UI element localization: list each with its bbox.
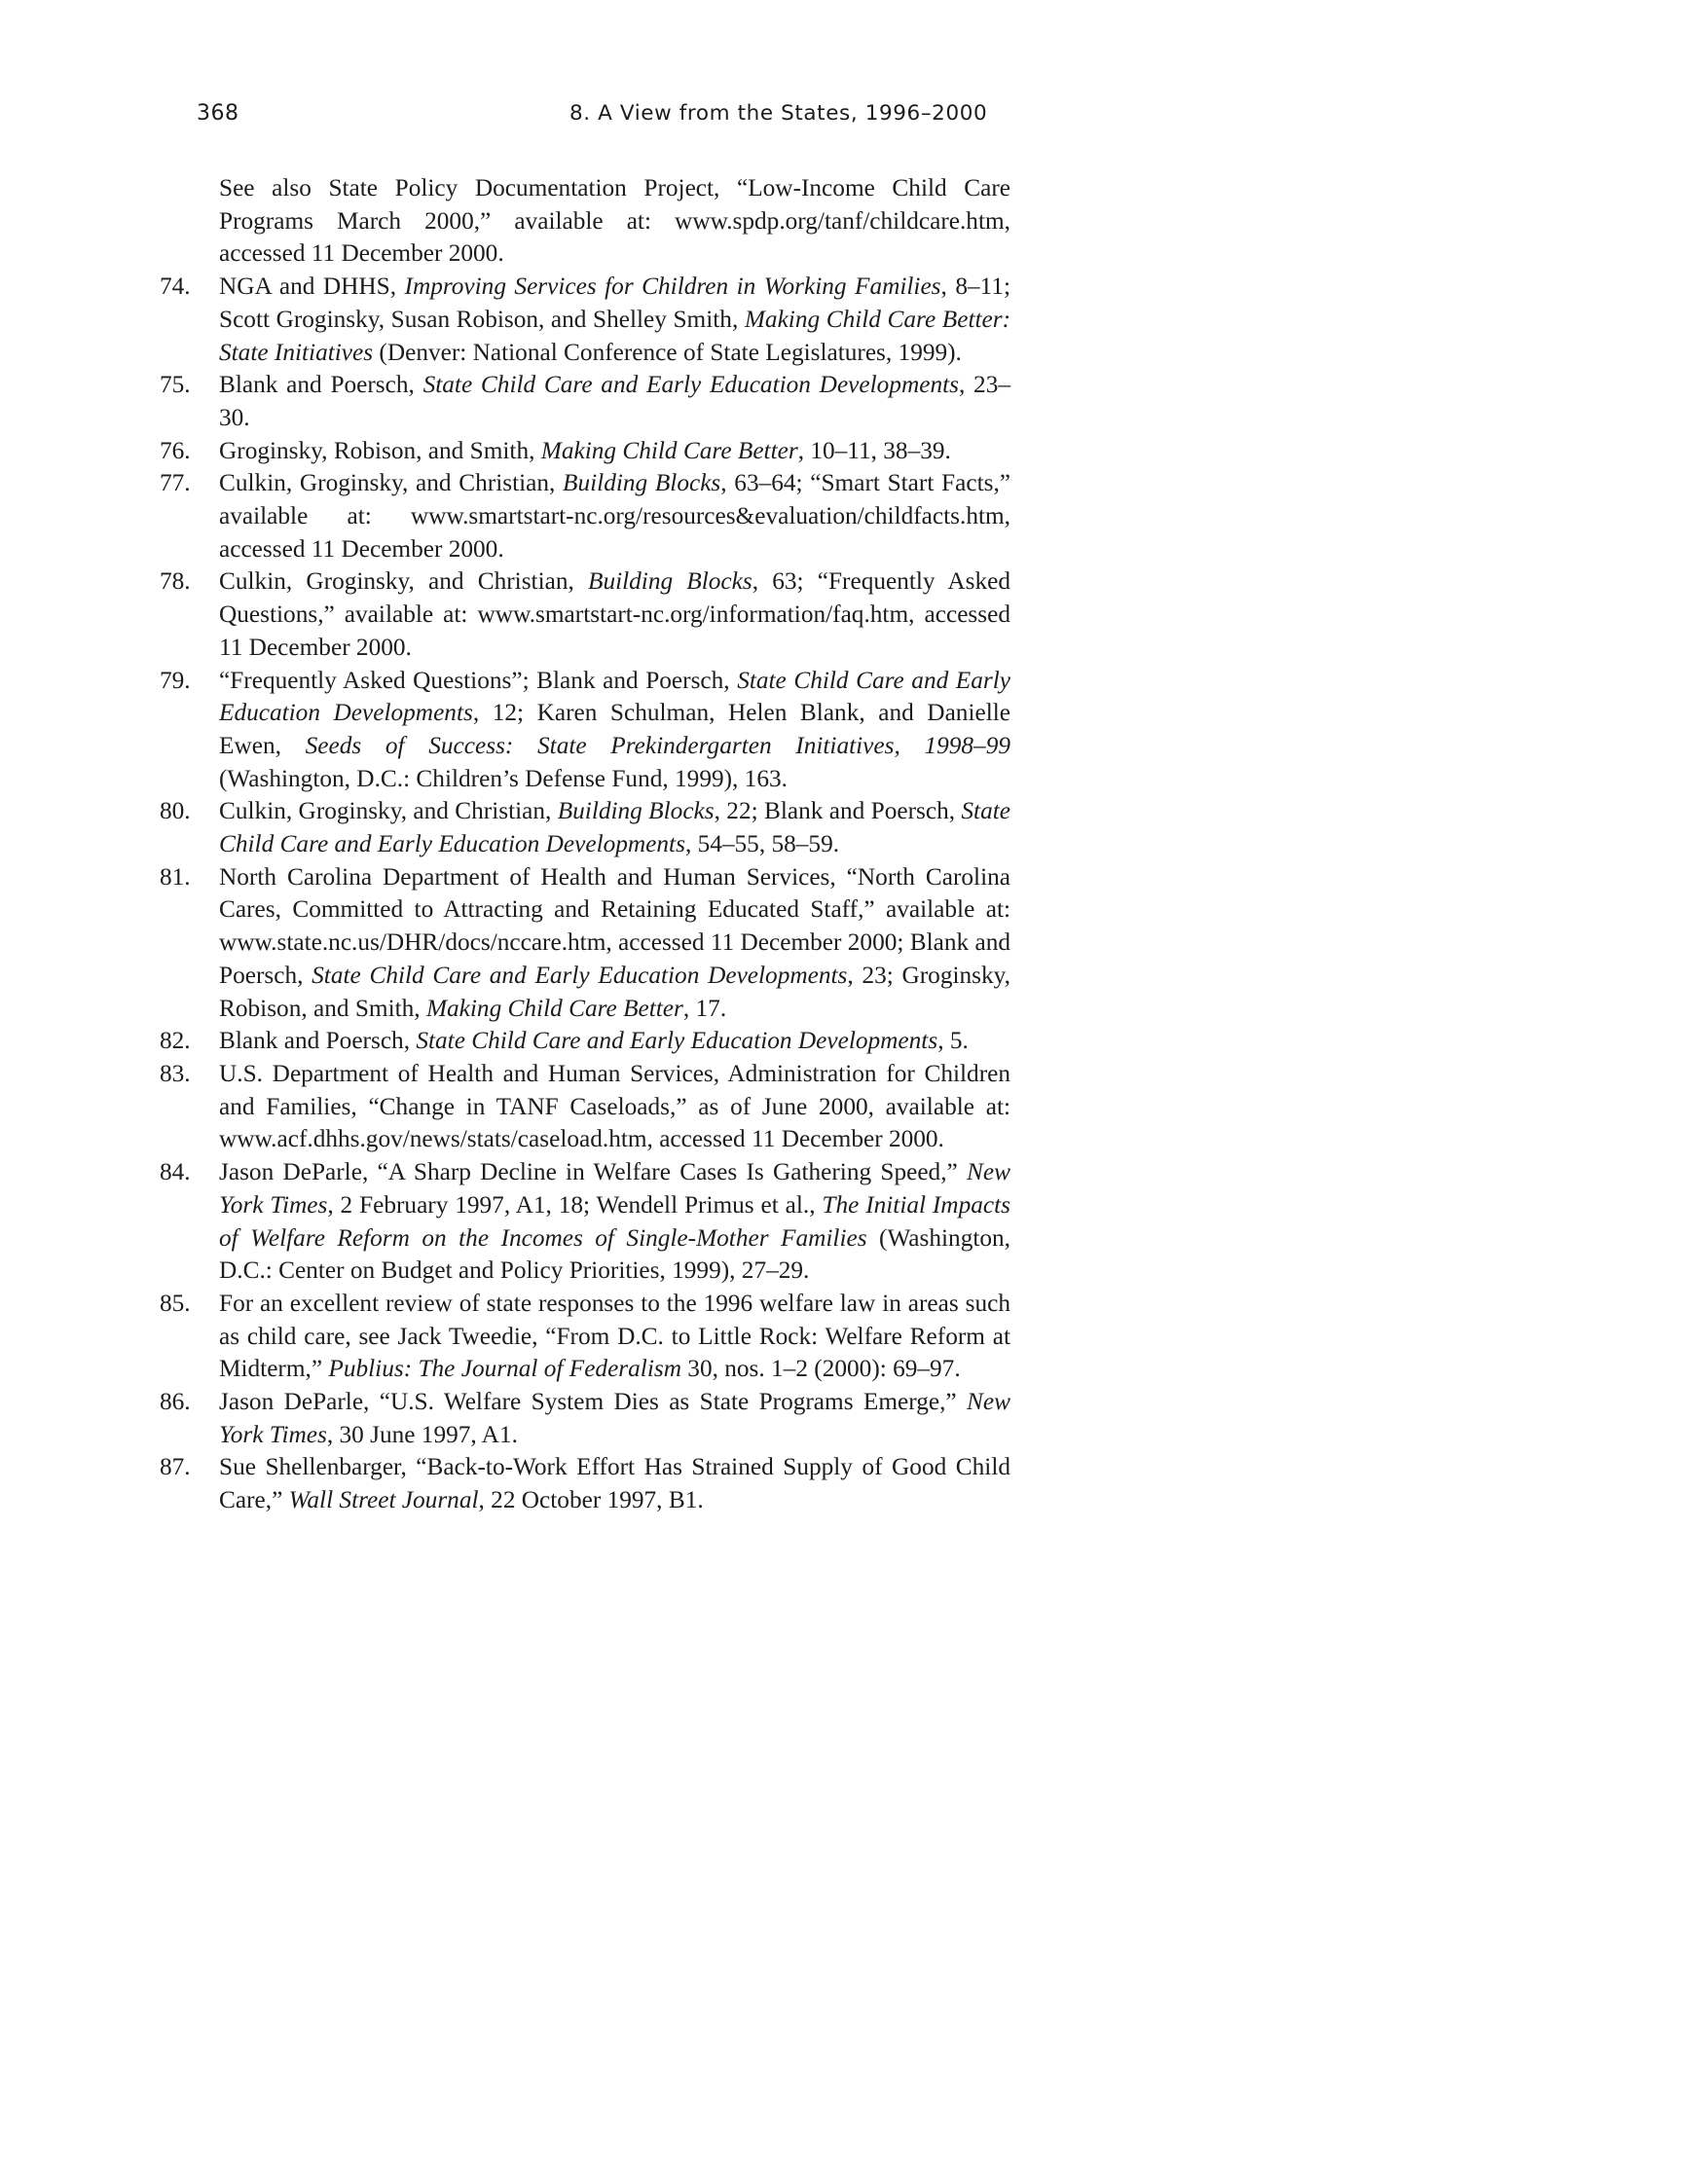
italic-title: Making Child Care Better — [425, 994, 683, 1022]
note-text: NGA and DHHS, — [219, 273, 405, 301]
note-text: Groginsky, Robison, and Smith, — [219, 436, 541, 464]
note-text: (Washington, D.C.: Center on Budget and Policy Priorities, 1999), 27–29. — [219, 1223, 1010, 1285]
note-body — [219, 1156, 1010, 1288]
note-number: 80. — [160, 797, 191, 825]
note-number: 76. — [160, 436, 191, 464]
note-text: (Washington, D.C.: Children’s Defense Fund, 1999), 163. — [219, 764, 788, 792]
note-text: , 10–11, 38–39. — [797, 436, 951, 464]
note-body — [219, 665, 1010, 796]
endnote — [160, 861, 1010, 1026]
note-text: North Carolina Department of Health and Human Services, “North Carolina Cares, Committed to Attracting and Retaining Educated Staff,” available at: www.state.nc.us/DHR/docs/nccare.htm, accessed 11 December 2000; Blank and Poersch, — [219, 862, 1010, 989]
endnotes — [160, 172, 1010, 1517]
italic-title: Building Blocks — [563, 469, 721, 497]
page-number: 368 — [197, 101, 239, 126]
note-body — [219, 1288, 1010, 1386]
note-number: 84. — [160, 1158, 191, 1186]
note-number: 86. — [160, 1388, 191, 1416]
note-text: U.S. Department of Health and Human Services, Administration for Children and Families, “Change in TANF Caseloads,” as of June 2000, available at: www.acf.dhhs.gov/news/stats/caseload.htm, accessed 11 December 2000. — [219, 1059, 1010, 1153]
note-text: , 2 February 1997, A1, 18; Wendell Primus et al., — [327, 1190, 823, 1219]
italic-title: The Initial Impacts of Welfare Reform on the Incomes of Single-Mother Families — [219, 1190, 1010, 1252]
italic-title: New York Times — [219, 1158, 1010, 1219]
italic-title: Improving Services for Children in Working Families — [404, 273, 941, 301]
note-body — [219, 467, 1010, 565]
italic-title: State Child Care and Early Education Developments — [422, 371, 959, 399]
note-body — [219, 861, 1010, 1026]
note-text: , 8–11; Scott Groginsky, Susan Robison, and Shelley Smith, — [219, 273, 1010, 333]
note-text: , 23–30. — [219, 371, 1010, 431]
note-text: For an excellent review of state responses to the 1996 welfare law in areas such as child care, see Jack Tweedie, “From D.C. to Little Rock: Welfare Reform at Midterm,” — [219, 1289, 1010, 1383]
note-body — [219, 1058, 1010, 1156]
italic-title: Wall Street Journal — [288, 1486, 479, 1514]
note-text: , 5. — [937, 1027, 969, 1055]
endnote — [160, 1058, 1010, 1156]
note-body — [219, 1025, 1010, 1058]
note-text: , 30 June 1997, A1. — [326, 1420, 518, 1448]
note-text: , 22 October 1997, B1. — [478, 1486, 704, 1514]
endnote — [160, 1386, 1010, 1451]
italic-title: Making Child Care Better — [540, 436, 798, 464]
italic-title: Building Blocks — [588, 567, 752, 596]
note-number: 75. — [160, 371, 191, 399]
note-text: , 17. — [682, 994, 727, 1022]
running-head: 8. A View from the States, 1996–2000 — [569, 101, 988, 126]
note-body — [219, 271, 1010, 369]
note-number: 87. — [160, 1453, 191, 1481]
note-text: Jason DeParle, “A Sharp Decline in Welfare Cases Is Gathering Speed,” — [219, 1158, 968, 1186]
italic-title: State Child Care and Early Education Developments — [416, 1027, 938, 1055]
note-text: (Denver: National Conference of State Legislatures, 1999). — [373, 338, 962, 366]
endnote — [160, 1025, 1010, 1058]
note-text: Blank and Poersch, — [219, 371, 423, 399]
italic-title: Making Child Care Better: State Initiatives — [219, 305, 1010, 366]
note-number: 78. — [160, 567, 191, 596]
italic-title: State Child Care and Early Education Developments — [219, 666, 1010, 727]
note-text: , 63; “Frequently Asked Questions,” available at: www.smartstart-nc.org/information/faq.htm, accessed 11 December 2000. — [219, 567, 1010, 661]
note-text: , 54–55, 58–59. — [684, 830, 840, 858]
note-text: “Frequently Asked Questions”; Blank and Poersch, — [219, 666, 738, 694]
italic-title: Publius: The Journal of Federalism — [328, 1355, 681, 1383]
endnote — [160, 435, 1010, 468]
note-text: , 23; Groginsky, Robison, and Smith, — [219, 961, 1010, 1022]
note-text: , 12; Karen Schulman, Helen Blank, and Danielle Ewen, — [219, 699, 1010, 759]
note-continuation — [160, 172, 1010, 271]
note-number: 82. — [160, 1027, 191, 1055]
note-number: 83. — [160, 1059, 191, 1087]
italic-title: Seeds of Success: State Prekindergarten Initiatives, 1998–99 — [305, 731, 1010, 759]
note-number: 74. — [160, 273, 191, 301]
note-number: 77. — [160, 469, 191, 497]
note-body — [219, 795, 1010, 860]
note-text: Sue Shellenbarger, “Back-to-Work Effort Has Strained Supply of Good Child Care,” — [219, 1453, 1010, 1514]
note-text: Culkin, Groginsky, and Christian, — [219, 567, 588, 596]
note-body — [219, 369, 1010, 434]
endnote — [160, 1451, 1010, 1516]
endnote — [160, 467, 1010, 565]
note-number: 85. — [160, 1289, 191, 1317]
note-body — [219, 565, 1010, 664]
endnote — [160, 369, 1010, 434]
italic-title: State Child Care and Early Education Developments — [312, 961, 848, 989]
endnote — [160, 1156, 1010, 1288]
italic-title: State Child Care and Early Education Developments — [219, 797, 1010, 858]
endnote — [160, 665, 1010, 796]
italic-title: Building Blocks — [557, 797, 715, 825]
italic-title: New York Times — [219, 1388, 1010, 1448]
endnote — [160, 795, 1010, 860]
note-text: See also State Policy Documentation Project, “Low-Income Child Care Programs March 2000,” available at: www.spdp.org/tanf/childcare.htm, accessed 11 December 2000. — [219, 174, 1010, 268]
note-text: Culkin, Groginsky, and Christian, — [219, 797, 558, 825]
note-body — [219, 1386, 1010, 1451]
note-text: , 63–64; “Smart Start Facts,” available at: www.smartstart-nc.org/resources&evaluation/childfacts.htm, accessed 11 December 2000. — [219, 469, 1010, 563]
endnote — [160, 565, 1010, 664]
note-number: 79. — [160, 666, 191, 694]
note-text: , 22; Blank and Poersch, — [714, 797, 962, 825]
note-body — [219, 1451, 1010, 1516]
page-header — [0, 101, 1688, 140]
note-text: Culkin, Groginsky, and Christian, — [219, 469, 564, 497]
endnote — [160, 1288, 1010, 1386]
note-text: Jason DeParle, “U.S. Welfare System Dies as State Programs Emerge,” — [219, 1388, 968, 1416]
note-number: 81. — [160, 862, 191, 891]
note-text: 30, nos. 1–2 (2000): 69–97. — [680, 1355, 961, 1383]
endnote — [160, 271, 1010, 369]
note-body — [219, 435, 1010, 468]
note-text: Blank and Poersch, — [219, 1027, 417, 1055]
